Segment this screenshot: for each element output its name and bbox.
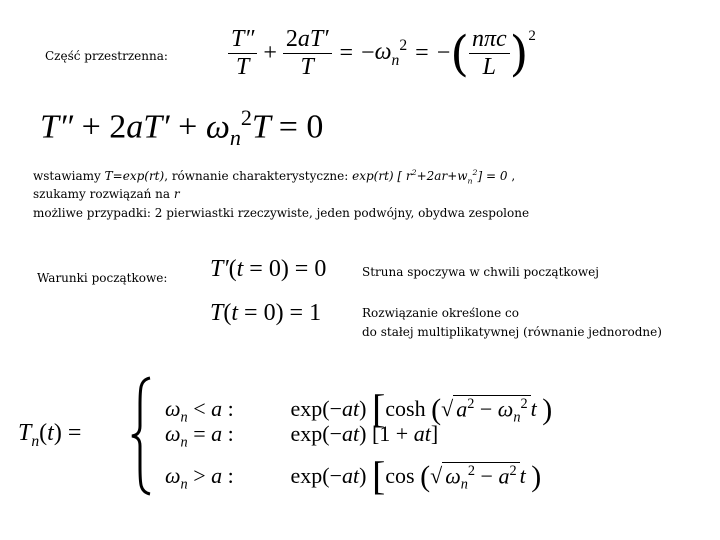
time-ode: $T'' + 2aT' + \omega_n^2T = 0$ (40, 105, 324, 151)
note-solution-line2: do stałej multiplikatywnej (równanie jednorodne) (362, 325, 662, 339)
text-line-substitution: wstawiamy T=exp(rt), równanie charakterystyczne: exp(rt) [ $r^2+2ar+w_n^2] = 0$ , (33, 168, 516, 186)
text-line-solve-r: szukamy rozwiązań na r (33, 187, 180, 201)
note-solution-line1: Rozwiązanie określone co (362, 306, 519, 320)
initial-condition-derivative: T′(t = 0) = 0 (210, 256, 327, 282)
case-underdamped: $\omega_n < a$ : exp(−at) [cosh (√ $a^2 - \omega_n^2$ t ) (165, 386, 553, 431)
initial-condition-value: T(t = 0) = 1 (210, 300, 322, 326)
fraction-npic-over-l: $\frac{\text{nπc}}{L}$ (469, 26, 510, 81)
fraction-t2-over-t: $\frac{T''}{T}$ (228, 26, 257, 81)
spatial-part-label: Część przestrzenna: (45, 49, 168, 63)
solution-lhs: $T_n(t)$ = (18, 420, 82, 450)
case-overdamped: $\omega_n > a$ : exp(−at) [cos (√ $\omega_n^2 - a^2$ t ) (165, 453, 542, 498)
case-critical: $\omega_n = a$ : exp(−at) [1 + at] (165, 421, 439, 451)
left-brace (130, 376, 154, 496)
initial-conditions-label: Warunki początkowe: (37, 271, 168, 285)
fraction-2at-over-t: $\frac{2aT'}{T}$ (283, 26, 332, 81)
note-string-at-rest: Struna spoczywa w chwili początkowej (362, 265, 599, 279)
separation-equation: $\frac{T''}{T}$ + $\frac{2aT'}{T}$ = − $\omega_n^2$ = − ( $\frac{\text{nπc}}{L}$ ) 2 (228, 26, 536, 81)
text-line-cases: możliwe przypadki: 2 pierwiastki rzeczywiste, jeden podwójny, obydwa zespolone (33, 206, 530, 220)
